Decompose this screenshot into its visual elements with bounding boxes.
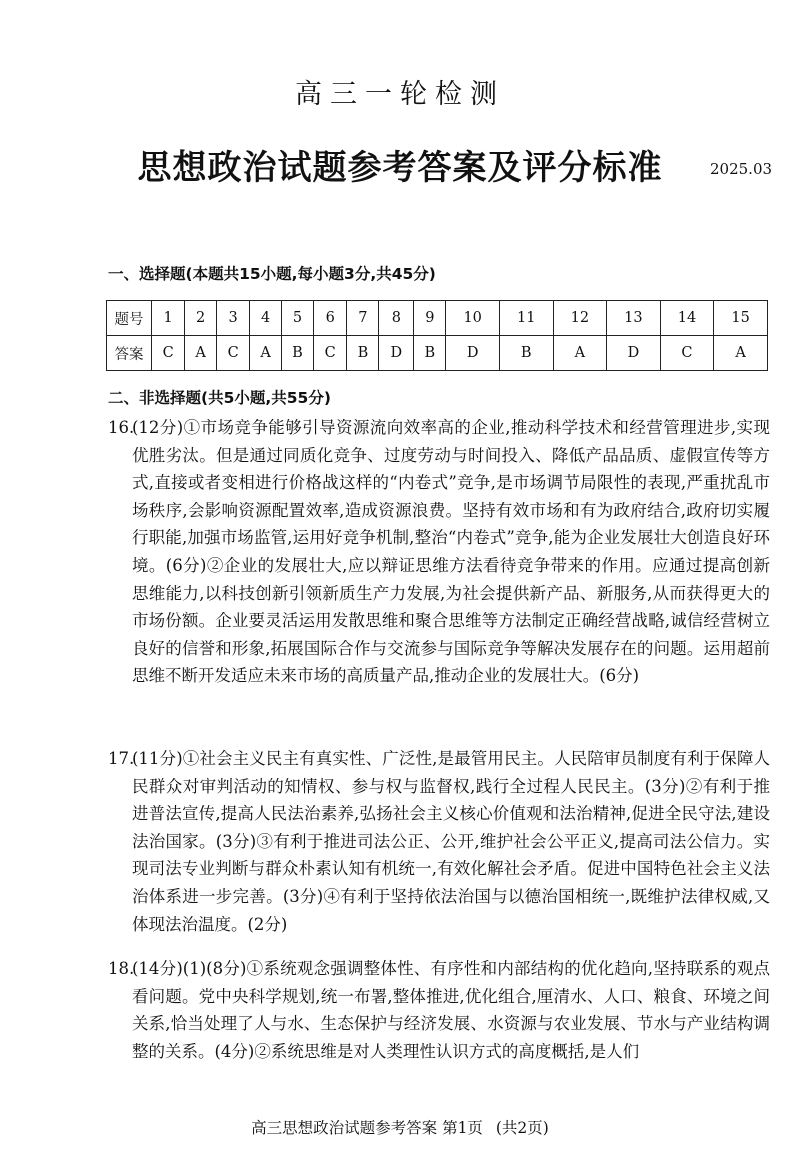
answer-cell: C	[152, 336, 185, 371]
answer-cell: C	[314, 336, 347, 371]
main-title: 思想政治试题参考答案及评分标准	[137, 148, 663, 188]
answer-cell: A	[553, 336, 607, 371]
section1-heading: 一、选择题(本题共15小题,每小题3分,共45分)	[108, 265, 436, 283]
answer-cell: B	[499, 336, 553, 371]
page-footer	[0, 1116, 800, 1138]
answer-cell: A	[250, 336, 282, 371]
question-number: 11	[499, 301, 553, 336]
question-number-label: 17.	[108, 749, 135, 768]
number-row	[107, 301, 768, 336]
question-number: 12	[553, 301, 607, 336]
row-label-numbers: 题号	[107, 301, 152, 336]
question-18-answer: (14分)(1)(8分)①系统观念强调整体性、有序性和内部结构的优化趋向,坚持联系的观点看问题。党中央科学规划,统一布署,整体推进,优化组合,厘清水、人口、粮食、环境之间关系,恰当处理了人与水、生态保护与经济发展、水资源与农业发展、节水与产业结构调整的关系。(4分)②系统思维是对人类理性认识方式的高度概括,是人们	[132, 959, 770, 1061]
answer-table	[106, 300, 768, 371]
question-number: 9	[414, 301, 446, 336]
question-16-answer: (12分)①市场竞争能够引导资源流向效率高的企业,推动科学技术和经营管理进步,实现优胜劣汰。但是通过同质化竞争、过度劳动与时间投入、降低产品品质、虚假宣传等方式,直接或者变相进行价格战这样的“内卷式”竞争,是市场调节局限性的表现,严重扰乱市场秩序,会影响资源配置效率,造成资源浪费。坚持有效市场和有为政府结合,政府切实履行职能,加强市场监管,运用好竞争机制,整治“内卷式”竞争,能为企业发展壮大创造良好环境。(6分)②企业的发展壮大,应以辩证思维方法看待竞争带来的作用。应通过提高创新思维能力,以科技创新引领新质生产力发展,为社会提供新产品、新服务,从而获得更大的市场份额。企业要灵活运用发散思维和聚合思维等方法制定正确经营战略,诚信经营树立良好的信誉和形象,拓展国际合作与交流参与国际竞争等解决发展存在的问题。运用超前思维不断开发适应未来市场的高质量产品,推动企业的发展壮大。(6分)	[132, 418, 770, 686]
question-number: 13	[607, 301, 661, 336]
answer-cell: D	[379, 336, 414, 371]
answer-cell: D	[446, 336, 500, 371]
answer-cell: A	[714, 336, 768, 371]
question-number-label: 18.	[108, 959, 135, 978]
section2-heading: 二、非选择题(共5小题,共55分)	[108, 389, 331, 407]
footer-total-pages: (共2页)	[495, 1119, 549, 1137]
answer-cell: B	[347, 336, 379, 371]
question-number: 7	[347, 301, 379, 336]
question-number: 8	[379, 301, 414, 336]
question-number: 14	[660, 301, 714, 336]
question-number: 3	[216, 301, 249, 336]
exam-date: 2025.03	[710, 160, 773, 178]
question-number: 1	[152, 301, 185, 336]
question-number: 5	[281, 301, 313, 336]
question-18	[108, 955, 770, 1065]
answer-cell: C	[660, 336, 714, 371]
answer-cell: B	[281, 336, 313, 371]
footer-page-label: 高三思想政治试题参考答案 第1页	[251, 1119, 483, 1137]
answer-cell: B	[414, 336, 446, 371]
question-number: 15	[714, 301, 768, 336]
question-number: 4	[250, 301, 282, 336]
question-17	[108, 745, 770, 938]
answer-cell: C	[216, 336, 249, 371]
row-label-answers: 答案	[107, 336, 152, 371]
exam-title: 高三一轮检测	[295, 79, 505, 110]
answer-cell: D	[607, 336, 661, 371]
answer-row	[107, 336, 768, 371]
question-number: 10	[446, 301, 500, 336]
question-number: 2	[185, 301, 217, 336]
answer-cell: A	[185, 336, 217, 371]
question-16	[108, 414, 770, 690]
question-17-answer: (11分)①社会主义民主有真实性、广泛性,是最管用民主。人民陪审员制度有利于保障人民群众对审判活动的知情权、参与权与监督权,践行全过程人民民主。(3分)②有利于推进普法宣传,提高人民法治素养,弘扬社会主义核心价值观和法治精神,促进全民守法,建设法治国家。(3分)③有利于推进司法公正、公开,维护社会公平正义,提高司法公信力。实现司法专业判断与群众朴素认知有机统一,有效化解社会矛盾。促进中国特色社会主义法治体系进一步完善。(3分)④有利于坚持依法治国与以德治国相统一,既维护法律权威,又体现法治温度。(2分)	[132, 749, 770, 934]
question-number: 6	[314, 301, 347, 336]
question-number-label: 16.	[108, 418, 135, 437]
